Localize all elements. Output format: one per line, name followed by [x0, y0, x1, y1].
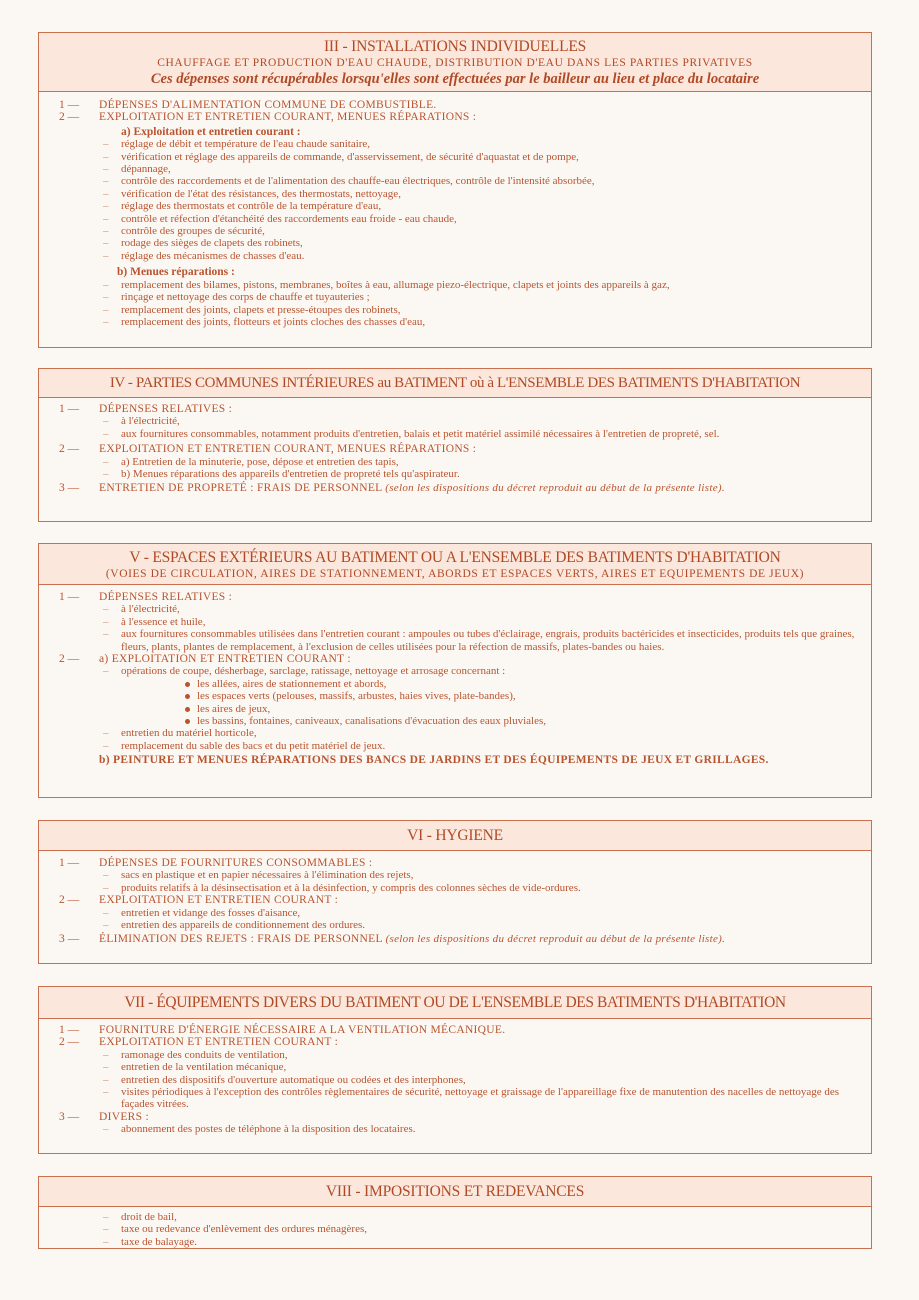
dash-icon: – [103, 919, 109, 932]
item-text: visites périodiques à l'exception des contrôles règlementaires de sécurité, nettoyage et graissage de l'appareillage fixe de manutention des nacelles de nettoyage des façades vitrées. [121, 1086, 840, 1111]
sub-list [59, 1123, 861, 1135]
item-number: 1 — [59, 591, 80, 603]
list-item [59, 304, 861, 316]
item-text: rinçage et nettoyage des corps de chauffe et tuyauteries ; [121, 291, 370, 304]
item-text: contrôle des groupes de sécurité, [121, 225, 265, 238]
item-text: entretien des appareils de conditionnement des ordures. [121, 919, 366, 932]
bullet-item: les aires de jeux, [59, 703, 861, 715]
bullet-list [59, 678, 861, 728]
section-header [39, 544, 871, 585]
sub-list [59, 907, 861, 932]
item-note: (selon les dispositions du décret reproduit au début de la présente liste). [385, 482, 725, 495]
list-item [59, 188, 861, 200]
section-body [39, 1207, 871, 1252]
item-text: aux fournitures consommables, notamment produits d'entretien, balais et petit matériel assimilé nécessaires à l'entretien de propreté, sel. [121, 427, 720, 440]
list-item [59, 1036, 861, 1048]
list-item [59, 403, 861, 415]
item-text: dépannage, [121, 163, 171, 176]
sub-list [59, 138, 861, 262]
list-item [59, 456, 861, 468]
section-title: III - INSTALLATIONS INDIVIDUELLES [323, 38, 587, 55]
item-text: à l'électricité, [121, 415, 180, 428]
item-text: remplacement du sable des bacs et du petit matériel de jeux. [121, 739, 386, 752]
list-item [59, 882, 861, 894]
dash-icon: – [103, 665, 109, 678]
dash-icon: – [103, 603, 109, 616]
dash-icon: – [103, 1123, 109, 1136]
list-item [59, 665, 861, 677]
item-text: opérations de coupe, désherbage, sarclage, ratissage, nettoyage et arrosage concernant : [121, 665, 506, 678]
item-text: réglage des mécanismes de chasses d'eau. [121, 249, 305, 262]
dash-icon: – [103, 200, 109, 213]
sub-list [59, 1211, 861, 1248]
section-parties-communes [38, 368, 872, 522]
dash-icon: – [103, 881, 109, 894]
dash-icon: – [103, 906, 109, 919]
section-title: VII - ÉQUIPEMENTS DIVERS DU BATIMENT OU DE L'ENSEMBLE DES BATIMENTS D'HABITATION [124, 994, 786, 1011]
list-item [59, 151, 861, 163]
list-item [59, 919, 861, 931]
list-item [59, 237, 861, 249]
item-number: 2 — [59, 111, 80, 124]
list-item [59, 616, 861, 628]
item-heading: EXPLOITATION ET ENTRETIEN COURANT, MENUES RÉPARATIONS : [99, 111, 477, 124]
section-title: V - ESPACES EXTÉRIEURS AU BATIMENT OU A L'ENSEMBLE DES BATIMENTS D'HABITATION [129, 549, 781, 566]
section-body [39, 398, 871, 499]
item-text: réglage des thermostats et contrôle de la température d'eau, [121, 200, 382, 213]
item-number: 1 — [59, 857, 80, 869]
list-item [59, 1074, 861, 1086]
dash-icon: – [103, 869, 109, 882]
list-item [59, 1024, 861, 1036]
item-heading: ÉLIMINATION DES REJETS : FRAIS DE PERSONNEL [99, 933, 383, 946]
bullet-item: les bassins, fontaines, caniveaux, canalisations d'évacuation des eaux pluviales, [59, 715, 861, 727]
item-number: 2 — [59, 894, 80, 907]
subheading: b) Menues réparations : [117, 266, 235, 279]
item-number: 2 — [59, 1036, 80, 1049]
dash-icon: – [103, 163, 109, 176]
list-item [59, 428, 861, 440]
item-text: remplacement des joints, flotteurs et joints cloches des chasses d'eau, [121, 315, 426, 328]
item-text: droit de bail, [121, 1211, 177, 1223]
item-text: réglage de débit et température de l'eau chaude sanitaire, [121, 138, 371, 151]
section-header [39, 987, 871, 1019]
item-text: vérification de l'état des résistances, des thermostats, nettoyage, [121, 187, 401, 200]
list-item [59, 1236, 861, 1248]
item-number: 3 — [59, 933, 80, 946]
section-note: Ces dépenses sont récupérables lorsqu'elles sont effectuées par le bailleur au lieu et place du locataire [150, 71, 760, 87]
sub-list [59, 279, 861, 329]
item-text: à l'essence et huile, [121, 615, 206, 628]
list-item [59, 727, 861, 739]
list-item [59, 603, 861, 615]
item-heading: b) PEINTURE ET MENUES RÉPARATIONS DES BANCS DE JARDINS ET DES ÉQUIPEMENTS DE JEUX ET GRILLAGES. [99, 754, 769, 767]
dash-icon: – [103, 303, 109, 316]
item-text: entretien des dispositifs d'ouverture automatique ou codées et des interphones, [121, 1073, 466, 1086]
item-text: entretien du matériel horticole, [121, 727, 257, 740]
dash-icon: – [103, 278, 109, 291]
list-item [59, 443, 861, 455]
section-body [39, 1019, 871, 1140]
section-installations-individuelles [38, 32, 872, 348]
item-text: entretien et vidange des fosses d'aisance, [121, 906, 301, 919]
item-text: remplacement des joints, clapets et presse-étoupes des robinets, [121, 303, 401, 316]
list-item [59, 591, 861, 603]
item-text: taxe de balayage. [121, 1235, 198, 1248]
list-item [59, 468, 861, 480]
list-item [59, 1123, 861, 1135]
list-item [59, 163, 861, 175]
item-heading: DÉPENSES RELATIVES : [99, 591, 233, 603]
list-item [59, 857, 861, 869]
item-text: rodage des sièges de clapets des robinets, [121, 237, 303, 250]
item-text: abonnement des postes de téléphone à la disposition des locataires. [121, 1123, 416, 1136]
item-number: 2 — [59, 653, 80, 666]
section-body [39, 92, 871, 332]
dash-icon: – [103, 291, 109, 304]
dash-icon: – [103, 175, 109, 188]
item-text: b) Menues réparations des appareils d'entretien de propreté tels qu'aspirateur. [121, 468, 460, 481]
item-number: 3 — [59, 1110, 80, 1123]
sub-list [59, 603, 861, 653]
list-item [59, 653, 861, 665]
dash-icon: – [103, 615, 109, 628]
dash-icon: – [103, 1086, 109, 1099]
section-header [39, 821, 871, 851]
list-item [59, 138, 861, 150]
item-text: ramonage des conduits de ventilation, [121, 1048, 288, 1061]
list-item [59, 175, 861, 187]
list-item [59, 628, 861, 653]
section-body [39, 851, 871, 950]
item-text: contrôle et réfection d'étanchéité des raccordements eau froide - eau chaude, [121, 212, 457, 225]
section-header [39, 33, 871, 92]
item-text: contrôle des raccordements et de l'alimentation des chauffe-eau électriques, contrôle de l'intensité absorbée, [121, 175, 595, 188]
sub-list [59, 869, 861, 894]
dash-icon: – [103, 1211, 109, 1223]
list-item [59, 225, 861, 237]
sub-list [59, 1049, 861, 1111]
section-espaces-exterieurs [38, 543, 872, 798]
item-number: 1 — [59, 403, 80, 415]
dash-icon: – [103, 415, 109, 428]
dash-icon: – [103, 1073, 109, 1086]
list-item [59, 213, 861, 225]
item-text: sacs en plastique et en papier nécessaires à l'élimination des rejets, [121, 869, 414, 882]
dash-icon: – [103, 727, 109, 740]
dash-icon: – [103, 225, 109, 238]
item-heading-wrap [99, 482, 725, 494]
item-text: produits relatifs à la désinsectisation et à la désinfection, y compris des colonnes sèches de vide-ordures. [121, 881, 581, 894]
list-item [59, 1223, 861, 1235]
section-impositions [38, 1176, 872, 1249]
item-heading: EXPLOITATION ET ENTRETIEN COURANT, MENUES RÉPARATIONS : [99, 443, 477, 456]
list-item [59, 200, 861, 212]
dash-icon: – [103, 1235, 109, 1248]
dash-icon: – [103, 315, 109, 328]
dash-icon: – [103, 455, 109, 468]
list-item [59, 99, 861, 111]
list-item [59, 111, 861, 123]
section-header [39, 1177, 871, 1207]
list-item [59, 740, 861, 752]
item-text: à l'électricité, [121, 603, 180, 616]
item-heading: a) EXPLOITATION ET ENTRETIEN COURANT : [99, 653, 351, 666]
section-subtitle: CHAUFFAGE ET PRODUCTION D'EAU CHAUDE, DISTRIBUTION D'EAU DANS LES PARTIES PRIVATIVES [157, 57, 753, 69]
dash-icon: – [103, 468, 109, 481]
list-item [59, 415, 861, 427]
item-text: a) Entretien de la minuterie, pose, dépose et entretien des tapis, [121, 455, 399, 468]
list-item [59, 1086, 861, 1111]
section-header [39, 369, 871, 398]
list-item [59, 869, 861, 881]
sub-list [59, 727, 861, 752]
item-heading: DÉPENSES D'ALIMENTATION COMMUNE DE COMBUSTIBLE. [99, 99, 437, 111]
item-heading: DÉPENSES RELATIVES : [99, 403, 233, 415]
list-item [59, 933, 861, 945]
item-number: 3 — [59, 482, 80, 495]
bullet-item: les allées, aires de stationnement et abords, [59, 678, 861, 690]
subheading: a) Exploitation et entretien courant : [121, 125, 301, 138]
dash-icon: – [103, 628, 109, 641]
item-number: 1 — [59, 1024, 80, 1036]
dash-icon: – [103, 1061, 109, 1074]
list-item [59, 279, 861, 291]
section-body [39, 585, 871, 771]
bullet-item: les espaces verts (pelouses, massifs, arbustes, haies vives, plate-bandes), [59, 690, 861, 702]
dash-icon: – [103, 138, 109, 151]
section-title: VIII - IMPOSITIONS ET REDEVANCES [325, 1183, 585, 1200]
item-text: vérification et réglage des appareils de commande, d'asservissement, de sécurité d'aquastat et de pompe, [121, 150, 579, 163]
dash-icon: – [103, 1048, 109, 1061]
list-item [59, 482, 861, 494]
list-item [59, 250, 861, 262]
item-heading: DIVERS : [99, 1110, 150, 1123]
item-number: 2 — [59, 443, 80, 456]
dash-icon: – [103, 237, 109, 250]
item-heading: DÉPENSES DE FOURNITURES CONSOMMABLES : [99, 857, 373, 869]
list-item [59, 291, 861, 303]
item-heading: ENTRETIEN DE PROPRETÉ : FRAIS DE PERSONNEL [99, 482, 383, 495]
dash-icon: – [103, 739, 109, 752]
item-heading: EXPLOITATION ET ENTRETIEN COURANT : [99, 894, 339, 907]
dash-icon: – [103, 212, 109, 225]
item-note: (selon les dispositions du décret reproduit au début de la présente liste). [385, 933, 726, 946]
item-text: remplacement des bilames, pistons, membranes, boîtes à eau, allumage piezo-électrique, clapets et joints des appareils à gaz, [121, 278, 670, 291]
section-subtitle: (VOIES DE CIRCULATION, AIRES DE STATIONNEMENT, ABORDS ET ESPACES VERTS, AIRES ET EQUIPEMENTS DE JEUX) [105, 568, 805, 580]
item-number: 1 — [59, 99, 80, 111]
list-item [59, 894, 861, 906]
sub-list [59, 456, 861, 481]
section-hygiene [38, 820, 872, 964]
item-heading: FOURNITURE D'ÉNERGIE NÉCESSAIRE A LA VENTILATION MÉCANIQUE. [99, 1024, 506, 1036]
list-item [59, 316, 861, 328]
section-equipements-divers [38, 986, 872, 1154]
item-text: entretien de la ventilation mécanique, [121, 1061, 287, 1074]
dash-icon: – [103, 187, 109, 200]
dash-icon: – [103, 427, 109, 440]
list-item [59, 1211, 861, 1223]
dash-icon: – [103, 150, 109, 163]
item-text: taxe ou redevance d'enlèvement des ordures ménagères, [121, 1223, 368, 1236]
sub-list [59, 415, 861, 440]
list-item [59, 1049, 861, 1061]
list-item [59, 907, 861, 919]
section-title: VI - HYGIENE [407, 827, 503, 844]
dash-icon: – [103, 249, 109, 262]
list-item [59, 1061, 861, 1073]
item-heading-wrap [99, 933, 725, 945]
list-item [59, 1111, 861, 1123]
item-heading: EXPLOITATION ET ENTRETIEN COURANT : [99, 1036, 339, 1049]
section-title: IV - PARTIES COMMUNES INTÉRIEURES au BATIMENT où à L'ENSEMBLE DES BATIMENTS D'HABITATION [109, 375, 801, 391]
dash-icon: – [103, 1223, 109, 1236]
item-text: aux fournitures consommables utilisées dans l'entretien courant : ampoules ou tubes d'éclairage, engrais, produits bactéricides et insecticides, produits tels que graines, fleurs, plants, plantes de remplacement, à l'exclusion de celles utilisées pour la réfection de massifs, plates-bandes ou haies. [121, 628, 855, 653]
